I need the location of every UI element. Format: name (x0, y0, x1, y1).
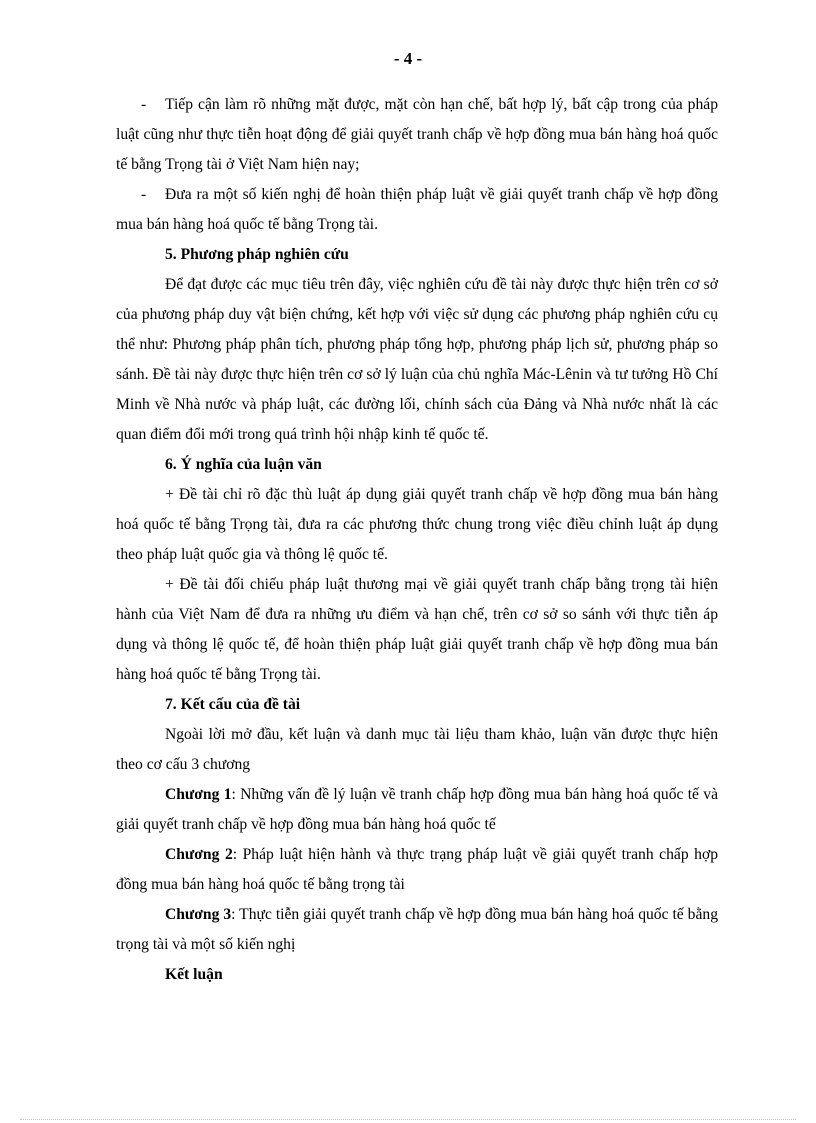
page-number: - 4 - (393, 49, 423, 68)
conclusion-heading: Kết luận (165, 966, 223, 983)
chapter-label: Chương 1 (165, 786, 232, 803)
significance-item: + Đề tài chỉ rõ đặc thù luật áp dụng giải quyết tranh chấp về hợp đồng mua bán hàng hoá quốc tế bằng Trọng tài, đưa ra các phương thức chung trong việc điều chỉnh luật áp dụng theo pháp luật quốc gia và thông lệ quốc tế. (116, 486, 718, 563)
section-heading-structure: 7. Kết cấu của đề tài (165, 696, 301, 713)
chapter-text: : Những vấn đề lý luận về tranh chấp hợp đồng mua bán hàng hoá quốc tế và giải quyết tranh chấp về hợp đồng mua bán hàng hoá quốc tế (116, 786, 718, 833)
bullet-dash: - (141, 186, 147, 203)
bullet-text: Tiếp cận làm rõ những mặt được, mặt còn hạn chế, bất hợp lý, bất cập trong của pháp luật cũng như thực tiễn hoạt động để giải quyết tranh chấp về hợp đồng mua bán hàng hoá quốc tế bằng Trọng tài ở Việt Nam hiện nay; (116, 96, 718, 173)
chapter-text: : Thực tiễn giải quyết tranh chấp về hợp đồng mua bán hàng hoá quốc tế bằng trọng tài và một số kiến nghị (116, 906, 718, 953)
chapter-label: Chương 3 (165, 906, 232, 923)
page-bottom-divider (20, 1119, 796, 1120)
section-heading-significance: 6. Ý nghĩa của luận văn (165, 456, 322, 473)
chapter-item (116, 900, 718, 960)
structure-intro: Ngoài lời mở đầu, kết luận và danh mục tài liệu tham khảo, luận văn được thực hiện theo cơ cấu 3 chương (116, 726, 718, 773)
chapter-label: Chương 2 (165, 846, 233, 863)
bullet-dash: - (141, 96, 147, 113)
chapter-item (116, 780, 718, 840)
document-body (116, 90, 718, 990)
bullet-text: Đưa ra một số kiến nghị để hoàn thiện pháp luật về giải quyết tranh chấp về hợp đồng mua bán hàng hoá quốc tế bằng Trọng tài. (116, 186, 718, 233)
bullet-item (116, 180, 718, 240)
section-heading-methods: 5. Phương pháp nghiên cứu (165, 246, 349, 263)
chapter-item (116, 840, 718, 900)
bullet-item (116, 90, 718, 180)
chapter-text: : Pháp luật hiện hành và thực trạng pháp luật về giải quyết tranh chấp hợp đồng mua bán hàng hoá quốc tế bằng trọng tài (116, 846, 719, 893)
significance-item: + Đề tài đối chiếu pháp luật thương mại về giải quyết tranh chấp bằng trọng tài hiện hành của Việt Nam để đưa ra những ưu điểm và hạn chế, trên cơ sở so sánh với thực tiễn áp dụng và thông lệ quốc tế, để hoàn thiện pháp luật giải quyết tranh chấp về hợp đồng mua bán hàng hoá quốc tế bằng Trọng tài. (116, 576, 718, 683)
methods-paragraph: Để đạt được các mục tiêu trên đây, việc nghiên cứu đề tài này được thực hiện trên cơ sở của phương pháp duy vật biện chứng, kết hợp với việc sử dụng các phương pháp nghiên cứu cụ thể như: Phương pháp phân tích, phương pháp tổng hợp, phương pháp lịch sử, phương pháp so sánh. Đề tài này được thực hiện trên cơ sở lý luận của chủ nghĩa Mác-Lênin và tư tưởng Hồ Chí Minh về Nhà nước và pháp luật, các đường lối, chính sách của Đảng và Nhà nước nhất là các quan điểm đổi mới trong quá trình hội nhập kinh tế quốc tế. (116, 276, 718, 443)
